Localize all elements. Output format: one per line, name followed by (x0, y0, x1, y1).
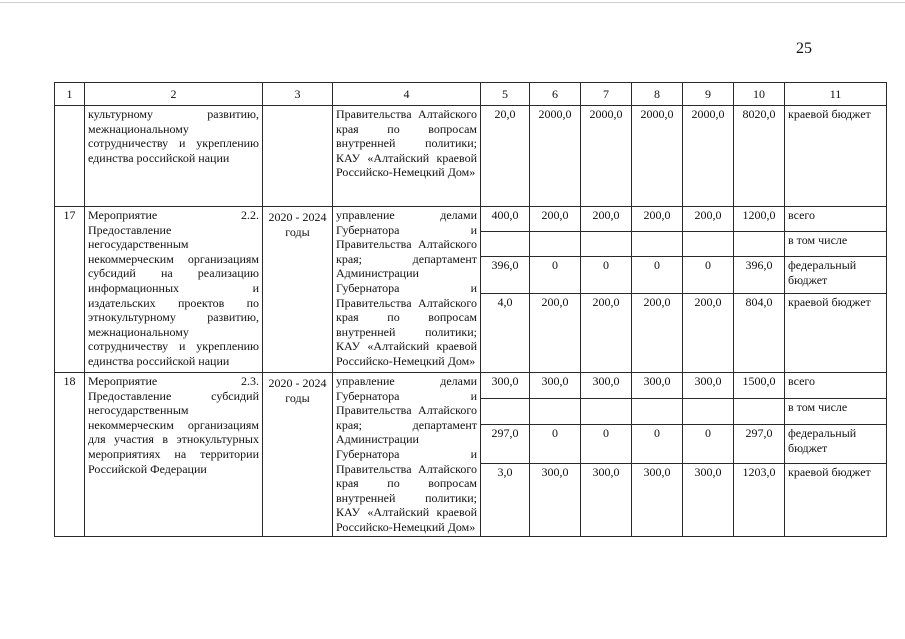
value-cell (632, 399, 683, 425)
column-number: 7 (581, 83, 632, 106)
value-cell: 300,0 (530, 373, 581, 399)
value-cell: 200,0 (530, 294, 581, 373)
page-number: 25 (796, 40, 812, 57)
column-number: 2 (85, 83, 263, 106)
scan-top-edge (0, 2, 905, 3)
column-number: 1 (55, 83, 85, 106)
activity-cell: культурному развитию, межнациональному сотрудничеству и укреплению единства российской нации (85, 106, 263, 207)
value-cell: 8020,0 (734, 106, 785, 207)
row-number-cell: 17 (55, 207, 85, 373)
value-cell: 200,0 (683, 207, 734, 232)
value-cell: 0 (632, 425, 683, 464)
column-number: 10 (734, 83, 785, 106)
value-cell (530, 399, 581, 425)
value-cell: 2000,0 (632, 106, 683, 207)
value-cell: 300,0 (683, 464, 734, 536)
value-cell (530, 232, 581, 257)
value-cell: 804,0 (734, 294, 785, 373)
value-cell: 0 (683, 425, 734, 464)
table-row-18 (55, 373, 887, 399)
value-cell (683, 399, 734, 425)
value-cell: 200,0 (581, 294, 632, 373)
value-cell: 300,0 (530, 464, 581, 536)
value-cell: 200,0 (632, 207, 683, 232)
value-cell: 0 (632, 257, 683, 294)
table-row-continuation (55, 106, 887, 207)
value-cell: 3,0 (481, 464, 530, 536)
executor-cell: управление делами Губернатора и Правительства Алтайского края; департамент Администрации Губернатора и Правительства Алтайского края по вопросам внутренней политики; КАУ «Алтайский краевой Российско-Немецкий Дом» (333, 373, 481, 537)
value-cell (734, 232, 785, 257)
value-cell: 300,0 (581, 373, 632, 399)
row-number-cell: 18 (55, 373, 85, 537)
column-number: 8 (632, 83, 683, 106)
value-cell: 300,0 (481, 373, 530, 399)
column-number: 9 (683, 83, 734, 106)
value-cell: 0 (530, 257, 581, 294)
value-cell: 2000,0 (683, 106, 734, 207)
value-cell: 300,0 (581, 464, 632, 536)
value-cell: 300,0 (632, 373, 683, 399)
funding-source-cell: федеральный бюджет (785, 257, 887, 294)
value-cell: 1200,0 (734, 207, 785, 232)
funding-source-cell: краевой бюджет (785, 464, 887, 536)
value-cell: 396,0 (481, 257, 530, 294)
column-number-row (55, 83, 887, 106)
value-cell (581, 232, 632, 257)
value-cell (632, 232, 683, 257)
value-cell: 200,0 (632, 294, 683, 373)
value-cell: 200,0 (581, 207, 632, 232)
value-cell: 1500,0 (734, 373, 785, 399)
value-cell: 300,0 (632, 464, 683, 536)
funding-source-cell: краевой бюджет (785, 294, 887, 373)
funding-source-cell: в том числе (785, 399, 887, 425)
period-cell: 2020 - 2024 годы (263, 373, 333, 537)
funding-source-cell: краевой бюджет (785, 106, 887, 207)
funding-source-cell: в том числе (785, 232, 887, 257)
period-cell: 2020 - 2024 годы (263, 207, 333, 373)
budget-table (54, 82, 887, 537)
funding-source-cell: всего (785, 207, 887, 232)
activity-cell: Мероприятие 2.2. Предоставление негосударственным некоммерческим организациям субсидий на реализацию информационных и издательских проектов по этнокультурному развитию, межнациональному сотрудничеству и укреплению единства российской нации (85, 207, 263, 373)
value-cell: 2000,0 (581, 106, 632, 207)
value-cell: 0 (581, 425, 632, 464)
executor-cell: Правительства Алтайского края по вопросам внутренней политики; КАУ «Алтайский краевой Российско-Немецкий Дом» (333, 106, 481, 207)
executor-cell: управление делами Губернатора и Правительства Алтайского края; департамент Администрации Губернатора и Правительства Алтайского края по вопросам внутренней политики; КАУ «Алтайский краевой Российско-Немецкий Дом» (333, 207, 481, 373)
value-cell (734, 399, 785, 425)
value-cell: 1203,0 (734, 464, 785, 536)
value-cell: 396,0 (734, 257, 785, 294)
value-cell: 0 (530, 425, 581, 464)
row-number-cell (55, 106, 85, 207)
value-cell (481, 232, 530, 257)
value-cell: 400,0 (481, 207, 530, 232)
value-cell: 200,0 (530, 207, 581, 232)
period-cell (263, 106, 333, 207)
value-cell (581, 399, 632, 425)
funding-source-cell: федеральный бюджет (785, 425, 887, 464)
value-cell: 200,0 (683, 294, 734, 373)
column-number: 6 (530, 83, 581, 106)
funding-source-cell: всего (785, 373, 887, 399)
value-cell: 297,0 (734, 425, 785, 464)
value-cell: 0 (581, 257, 632, 294)
column-number: 5 (481, 83, 530, 106)
value-cell: 300,0 (683, 373, 734, 399)
value-cell (481, 399, 530, 425)
column-number: 4 (333, 83, 481, 106)
value-cell: 297,0 (481, 425, 530, 464)
column-number: 11 (785, 83, 887, 106)
table-row-17 (55, 207, 887, 232)
value-cell: 0 (683, 257, 734, 294)
column-number: 3 (263, 83, 333, 106)
value-cell: 2000,0 (530, 106, 581, 207)
value-cell (683, 232, 734, 257)
activity-cell: Мероприятие 2.3. Предоставление субсидий негосударственным некоммерческим организациям для участия в этнокультурных мероприятиях на территории Российской Федерации (85, 373, 263, 537)
value-cell: 4,0 (481, 294, 530, 373)
value-cell: 20,0 (481, 106, 530, 207)
